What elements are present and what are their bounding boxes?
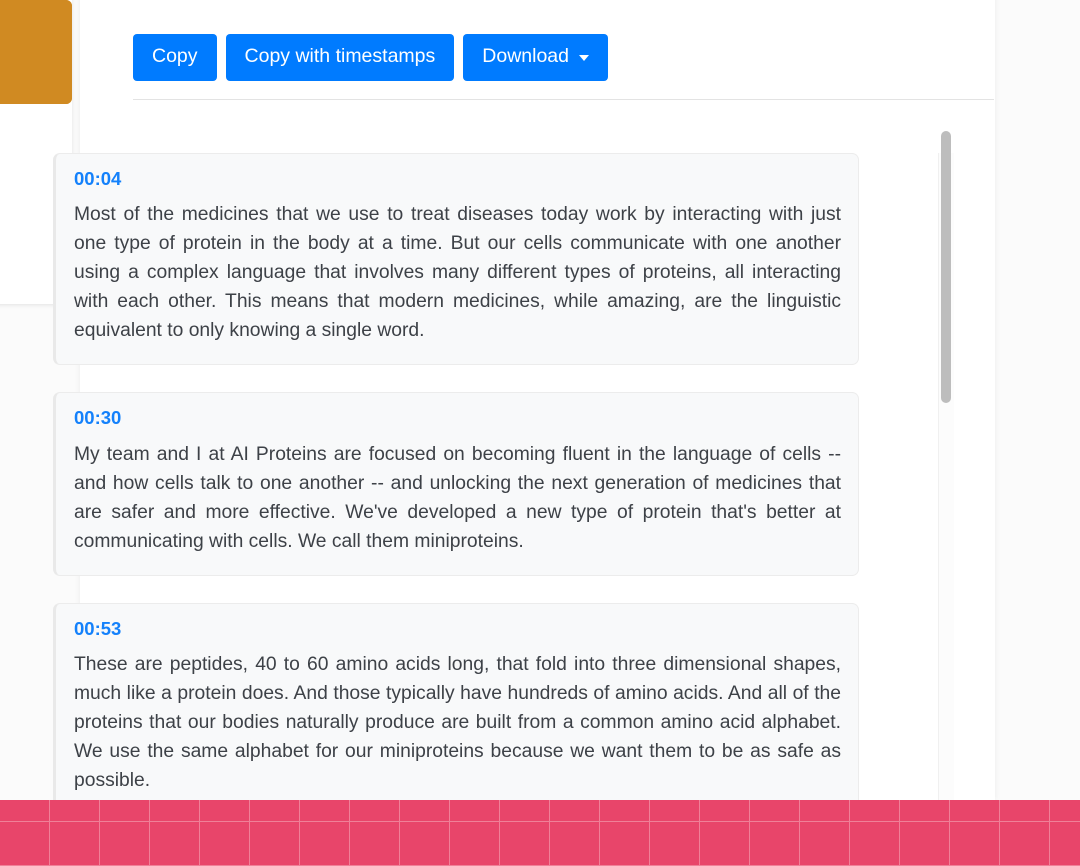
grid-cell — [850, 800, 900, 822]
grid-cell — [650, 800, 700, 822]
grid-cell — [1050, 822, 1080, 866]
copy-with-timestamps-button[interactable]: Copy with timestamps — [226, 34, 455, 81]
transcript-list[interactable] — [53, 153, 926, 846]
grid-cell — [300, 822, 350, 866]
toolbar-divider — [133, 99, 994, 100]
grid-cell — [300, 800, 350, 822]
segment-text: These are peptides, 40 to 60 amino acids long, that fold into three dimensional shapes, much like a protein does. And those typically have hundreds of amino acids. And all of the proteins that our bodies naturally produce are built from a common amino acid alphabet. We use the same alphabet for our miniproteins because we want them to be as safe as possible. — [74, 654, 841, 792]
segment-timestamp[interactable]: 00:30 — [74, 407, 122, 429]
copy-button[interactable]: Copy — [133, 34, 217, 81]
grid-cell — [750, 822, 800, 866]
segment-text: Most of the medicines that we use to treat diseases today work by interacting with just one type of protein in the body at a time. But our cells communicate with one another using a complex language that involves many different types of proteins, all interacting with each other. This means that modern medicines, while amazing, are the linguistic equivalent to only knowing a single word. — [74, 204, 841, 342]
transcript-segment[interactable] — [53, 392, 859, 575]
grid-cell — [850, 822, 900, 866]
grid-cell — [0, 822, 50, 866]
download-dropdown-button[interactable] — [463, 34, 608, 81]
grid-cell — [0, 800, 50, 822]
grid-cell — [900, 800, 950, 822]
grid-cell — [600, 800, 650, 822]
grid-cell — [100, 800, 150, 822]
grid-cell — [200, 822, 250, 866]
transcript-segment[interactable] — [53, 603, 859, 815]
transcript-scrollbar-thumb[interactable] — [941, 131, 951, 403]
grid-cell — [350, 822, 400, 866]
grid-cell — [400, 822, 450, 866]
speaker-portrait-image — [0, 0, 72, 104]
grid-cell — [750, 800, 800, 822]
segment-timestamp[interactable]: 00:04 — [74, 168, 122, 189]
chevron-down-icon — [579, 55, 589, 61]
transcript-toolbar — [133, 34, 608, 81]
grid-cell — [800, 800, 850, 822]
download-label: Download — [482, 45, 569, 67]
grid-cell — [50, 800, 100, 822]
grid-cell — [150, 822, 200, 866]
grid-cell — [350, 800, 400, 822]
grid-cell — [1000, 822, 1050, 866]
speaker-thumbnail[interactable] — [0, 0, 72, 104]
segment-text: My team and I at AI Proteins are focused on becoming fluent in the language of cells -- and how cells talk to one another -- and unlocking the next generation of medicines that are safer and more effective. We've developed a new type of protein that's better at communicating with cells. We call them miniproteins. — [74, 443, 841, 552]
grid-cell — [450, 800, 500, 822]
grid-cell — [600, 822, 650, 866]
grid-cell — [200, 800, 250, 822]
grid-cell — [400, 800, 450, 822]
grid-cell — [500, 800, 550, 822]
grid-cell — [900, 822, 950, 866]
grid-cell — [250, 822, 300, 866]
grid-cell — [250, 800, 300, 822]
grid-cell — [1000, 800, 1050, 822]
grid-cell — [950, 800, 1000, 822]
grid-cell — [450, 822, 500, 866]
grid-cell — [100, 822, 150, 866]
grid-overlay — [0, 800, 1080, 866]
grid-cell — [550, 800, 600, 822]
transcript-segment[interactable] — [53, 153, 859, 365]
grid-cell — [1050, 800, 1080, 822]
grid-cell — [700, 800, 750, 822]
segment-timestamp[interactable]: 00:53 — [74, 617, 122, 639]
grid-cell — [50, 822, 100, 866]
grid-cell — [150, 800, 200, 822]
grid-cell — [650, 822, 700, 866]
grid-cell — [550, 822, 600, 866]
grid-cell — [800, 822, 850, 866]
grid-cell — [700, 822, 750, 866]
grid-cell — [950, 822, 1000, 866]
grid-cell — [500, 822, 550, 866]
